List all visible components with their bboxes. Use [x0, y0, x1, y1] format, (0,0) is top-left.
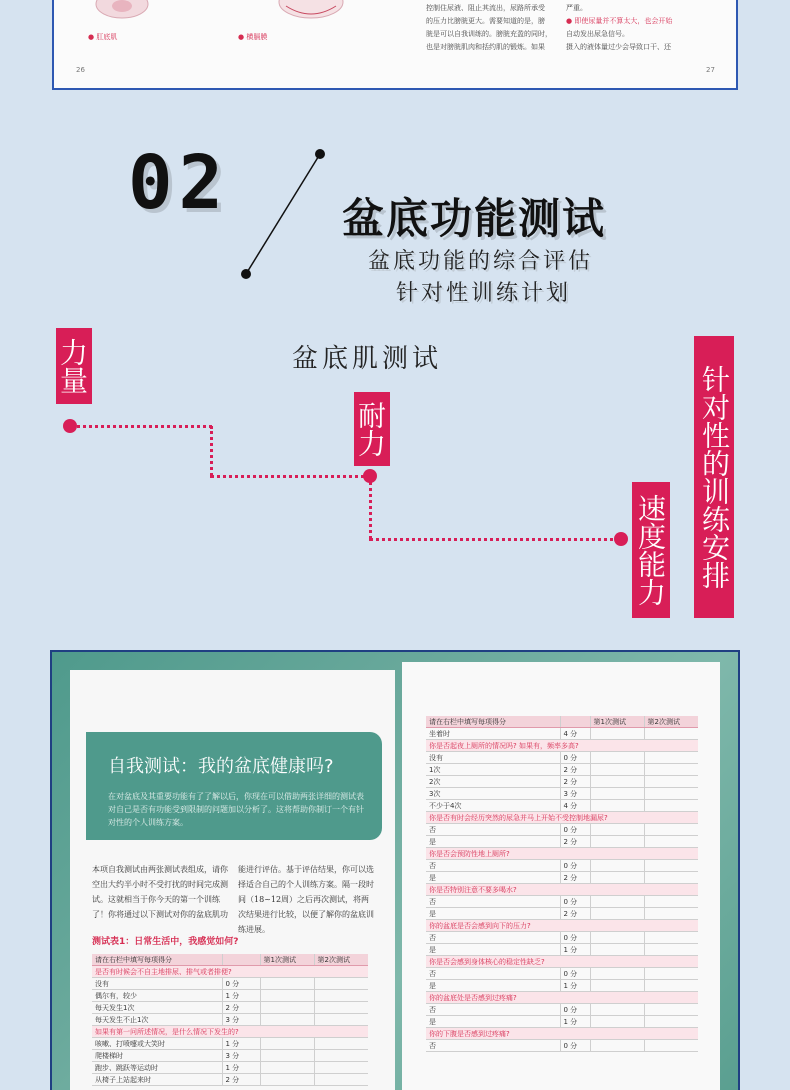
answer-cell: 是 [426, 1016, 560, 1028]
section-title: 盆底功能测试 [342, 194, 607, 243]
score-cell: 1 分 [560, 1016, 590, 1028]
answer-row [426, 1004, 698, 1016]
first-test-cell[interactable] [260, 1038, 314, 1050]
answer-row [426, 944, 698, 956]
answer-row [426, 776, 698, 788]
answer-cell: 否 [426, 1004, 560, 1016]
text-line: 胱是可以自我训练的。膀胱充盈的同时， [426, 30, 552, 38]
score-cell: 4 分 [560, 800, 590, 812]
second-test-cell[interactable] [644, 932, 698, 944]
second-test-cell[interactable] [644, 1040, 698, 1052]
label-targeted-training: 针对性的训练安排 [694, 336, 734, 618]
first-test-cell[interactable] [260, 1050, 314, 1062]
score-cell: 2 分 [560, 836, 590, 848]
question-cell: 你是否起夜上厕所的情况吗? 如果有，频率多高? [426, 740, 698, 752]
answer-row [426, 872, 698, 884]
question-row [426, 956, 698, 968]
answer-cell: 是 [426, 908, 560, 920]
first-test-cell[interactable] [590, 908, 644, 920]
score-cell: 2 分 [560, 776, 590, 788]
page-number-right: 27 [706, 66, 715, 74]
score-cell: 2 分 [560, 764, 590, 776]
answer-cell: 是 [426, 836, 560, 848]
answer-cell: 咳嗽、打喷嚏或大笑时 [92, 1038, 222, 1050]
section-number: 02 [128, 140, 230, 226]
first-test-cell[interactable] [590, 932, 644, 944]
score-cell: 1 分 [560, 944, 590, 956]
header-cell: 第1次测试 [590, 716, 644, 728]
first-test-cell[interactable] [590, 980, 644, 992]
second-test-cell[interactable] [644, 944, 698, 956]
answer-cell: 爬楼梯时 [92, 1050, 222, 1062]
label-endurance: 耐力 [354, 392, 390, 466]
score-cell: 4 分 [560, 728, 590, 740]
top-book-spread [52, 0, 738, 90]
answer-cell: 3次 [426, 788, 560, 800]
second-test-cell[interactable] [644, 776, 698, 788]
question-row [426, 848, 698, 860]
bottom-book-spread [50, 650, 740, 1090]
question-cell: 是否有时候会不自主地排尿、排气或者排便? [92, 966, 368, 978]
question-row [426, 920, 698, 932]
question-cell: 你是否会感到身体核心的稳定性缺乏? [426, 956, 698, 968]
score-cell: 0 分 [222, 978, 260, 990]
first-test-cell[interactable] [260, 1074, 314, 1086]
first-test-cell[interactable] [260, 1014, 314, 1026]
score-cell: 1 分 [222, 1062, 260, 1074]
answer-cell: 跑步、跳跃等运动时 [92, 1062, 222, 1074]
first-test-cell[interactable] [590, 1040, 644, 1052]
body-column-2: 能进行评估。基于评估结果，你可以选择适合自己的个人训练方案。隔一段时间（18~12周）之后再次测试，将两次结果进行比较，以便了解你的盆底训练进展。 [238, 865, 374, 934]
score-cell: 0 分 [560, 752, 590, 764]
first-test-cell[interactable] [590, 824, 644, 836]
question-cell: 你是否特别注意不要多喝水? [426, 884, 698, 896]
text-line: 也是对膀胱肌肉和括约肌的锻炼。如果 [426, 43, 545, 51]
score-cell: 2 分 [222, 1002, 260, 1014]
score-cell: 0 分 [560, 896, 590, 908]
self-test-card [86, 732, 382, 840]
answer-row [426, 908, 698, 920]
answer-cell: 否 [426, 896, 560, 908]
table-header-row [92, 954, 368, 966]
answer-cell: 从椅子上站起来时 [92, 1074, 222, 1086]
connector-line [70, 425, 212, 428]
header-cell [222, 954, 260, 966]
table-header-row [426, 716, 698, 728]
score-cell: 0 分 [560, 1040, 590, 1052]
score-cell: 2 分 [560, 908, 590, 920]
score-cell: 1 分 [222, 1038, 260, 1050]
body-column-1: 本项自我测试由两张测试表组成，请你空出大约半小时不受打扰的时间完成测试。这就相当于你今天的第一个训练了！你将通过以下测试对你的盆底肌功 [92, 865, 228, 919]
question-cell: 你是否有时会经历突然的尿急并马上开始不受控制地漏尿? [426, 812, 698, 824]
header-cell: 第2次测试 [644, 716, 698, 728]
connector-line [369, 538, 621, 541]
score-cell: 0 分 [560, 824, 590, 836]
answer-cell: 否 [426, 1040, 560, 1052]
right-page [402, 662, 720, 1090]
answer-row [426, 968, 698, 980]
answer-cell: 每天发生1次 [92, 1002, 222, 1014]
second-test-cell[interactable] [314, 978, 368, 990]
question-cell: 你的盆底是否会感到向下的压力? [426, 920, 698, 932]
node-dot [63, 419, 77, 433]
question-row [426, 1028, 698, 1040]
score-cell: 0 分 [560, 932, 590, 944]
second-test-cell[interactable] [644, 824, 698, 836]
section-subtitle-1: 盆底功能的综合评估 [368, 249, 594, 274]
question-row [426, 812, 698, 824]
connector-line [369, 476, 372, 539]
second-test-cell[interactable] [644, 980, 698, 992]
second-test-cell[interactable] [644, 788, 698, 800]
answer-row [426, 764, 698, 776]
first-test-cell[interactable] [590, 1004, 644, 1016]
answer-row [426, 788, 698, 800]
top-paragraph-left [426, 2, 576, 54]
card-text: 在对盆底及其重要功能有了了解以后，你现在可以借助两张详细的测试表对自己是否有功能受到限制的问题加以分析了。这将帮助你制订一个有针对性的个人训练方案。 [108, 792, 364, 827]
first-test-cell[interactable] [590, 800, 644, 812]
first-test-cell[interactable] [590, 728, 644, 740]
card-title: 自我测试：我的盆底健康吗? [108, 756, 334, 777]
test-table-1 [92, 954, 368, 1086]
second-test-cell[interactable] [644, 908, 698, 920]
answer-cell: 否 [426, 860, 560, 872]
caption-diaphragm: ● 横膈膜 [238, 33, 268, 41]
answer-row [426, 980, 698, 992]
answer-row [92, 1038, 368, 1050]
answer-row [92, 1014, 368, 1026]
answer-row [92, 1050, 368, 1062]
score-cell: 1 分 [222, 990, 260, 1002]
score-cell: 1 分 [560, 980, 590, 992]
answer-row [426, 1016, 698, 1028]
answer-cell: 2次 [426, 776, 560, 788]
second-test-cell[interactable] [644, 728, 698, 740]
answer-row [426, 896, 698, 908]
score-cell: 3 分 [222, 1050, 260, 1062]
second-test-cell[interactable] [314, 1002, 368, 1014]
first-test-cell[interactable] [260, 990, 314, 1002]
answer-row [92, 1002, 368, 1014]
second-test-cell[interactable] [644, 836, 698, 848]
score-cell: 0 分 [560, 1004, 590, 1016]
answer-row [92, 1074, 368, 1086]
first-test-cell[interactable] [590, 836, 644, 848]
second-test-cell[interactable] [644, 1004, 698, 1016]
second-test-cell[interactable] [644, 896, 698, 908]
answer-row [92, 990, 368, 1002]
second-test-cell[interactable] [314, 1074, 368, 1086]
score-cell: 3 分 [560, 788, 590, 800]
question-cell: 你是否会预防性地上厕所? [426, 848, 698, 860]
first-test-cell[interactable] [260, 1002, 314, 1014]
first-test-cell[interactable] [590, 776, 644, 788]
answer-row [92, 978, 368, 990]
answer-cell: 是 [426, 944, 560, 956]
header-cell: 请在右栏中填写每项得分 [92, 954, 222, 966]
question-cell: 你的下腹是否感到过疼痛? [426, 1028, 698, 1040]
section-subtitle-2: 针对性训练计划 [396, 281, 572, 306]
first-test-cell[interactable] [260, 978, 314, 990]
question-row [426, 992, 698, 1004]
score-cell: 2 分 [222, 1074, 260, 1086]
text-line: 严重。 [566, 4, 587, 12]
anatomy-illustration-left [82, 0, 192, 26]
second-test-cell[interactable] [644, 968, 698, 980]
answer-row [426, 800, 698, 812]
answer-cell: 不少于4次 [426, 800, 560, 812]
score-cell: 3 分 [222, 1014, 260, 1026]
answer-row [426, 836, 698, 848]
answer-cell: 1次 [426, 764, 560, 776]
answer-cell: 否 [426, 932, 560, 944]
second-test-cell[interactable] [314, 990, 368, 1002]
answer-cell: 没有 [92, 978, 222, 990]
question-row [426, 740, 698, 752]
second-test-cell[interactable] [644, 800, 698, 812]
diagram-heading: 盆底肌测试 [292, 344, 443, 374]
score-cell: 0 分 [560, 860, 590, 872]
second-test-cell[interactable] [314, 1062, 368, 1074]
first-test-cell[interactable] [590, 944, 644, 956]
second-test-cell[interactable] [644, 860, 698, 872]
node-dot [363, 469, 377, 483]
answer-cell: 否 [426, 968, 560, 980]
label-speed: 速度能力 [632, 482, 670, 618]
answer-cell: 是 [426, 980, 560, 992]
first-test-cell[interactable] [590, 1016, 644, 1028]
second-test-cell[interactable] [644, 764, 698, 776]
answer-row [426, 752, 698, 764]
first-test-cell[interactable] [260, 1062, 314, 1074]
second-test-cell[interactable] [644, 1016, 698, 1028]
first-test-cell[interactable] [590, 860, 644, 872]
left-page [70, 670, 395, 1090]
header-cell: 请在右栏中填写每项得分 [426, 716, 560, 728]
answer-row [92, 1062, 368, 1074]
answer-row [426, 824, 698, 836]
answer-row [426, 728, 698, 740]
second-test-cell[interactable] [314, 1050, 368, 1062]
answer-cell: 偶尔有，较少 [92, 990, 222, 1002]
answer-cell: 是 [426, 872, 560, 884]
text-line: 的压力比膀胱更大。需要知道的是，膀 [426, 17, 545, 25]
header-cell: 第2次测试 [314, 954, 368, 966]
second-test-cell[interactable] [644, 872, 698, 884]
table1-title: 测试表1：日常生活中，我感觉如何? [92, 937, 239, 947]
text-line: 控制住尿液、阻止其流出，尿路所承受 [426, 4, 545, 12]
question-row [426, 884, 698, 896]
text-line: 摄入的液体量过少会导致口干、还 [566, 43, 671, 51]
header-cell: 第1次测试 [260, 954, 314, 966]
score-cell: 2 分 [560, 872, 590, 884]
anatomy-illustration-right [266, 0, 356, 26]
second-test-cell[interactable] [644, 752, 698, 764]
slash-divider [236, 146, 328, 282]
score-cell: 0 分 [560, 968, 590, 980]
connector-line [210, 475, 372, 478]
answer-cell: 没有 [426, 752, 560, 764]
answer-cell: 每天发生不止1次 [92, 1014, 222, 1026]
caption-pelvic-floor: ● 肛底肌 [88, 33, 118, 41]
page-number-left: 26 [76, 66, 85, 74]
header-cell [560, 716, 590, 728]
first-test-cell[interactable] [590, 752, 644, 764]
top-paragraph-right [566, 2, 716, 54]
answer-cell: 否 [426, 824, 560, 836]
answer-cell: 坐着时 [426, 728, 560, 740]
node-dot [614, 532, 628, 546]
second-test-cell[interactable] [314, 1038, 368, 1050]
text-line: ● 即使尿量并不算太大，也会开始 [566, 17, 673, 25]
label-strength: 力量 [56, 328, 92, 404]
answer-row [426, 1040, 698, 1052]
first-test-cell[interactable] [590, 896, 644, 908]
first-test-cell[interactable] [590, 872, 644, 884]
question-cell: 你的盆底处是否感到过疼痛? [426, 992, 698, 1004]
first-test-cell[interactable] [590, 968, 644, 980]
first-test-cell[interactable] [590, 788, 644, 800]
text-line: 自动发出尿急信号。 [566, 30, 629, 38]
question-row [92, 966, 368, 978]
second-test-cell[interactable] [314, 1014, 368, 1026]
test-table-2 [426, 716, 698, 1052]
question-cell: 如果有第一问所述情况，是什么情况下发生的? [92, 1026, 368, 1038]
answer-row [426, 860, 698, 872]
connector-line [210, 426, 213, 476]
question-row [92, 1026, 368, 1038]
answer-row [426, 932, 698, 944]
first-test-cell[interactable] [590, 764, 644, 776]
